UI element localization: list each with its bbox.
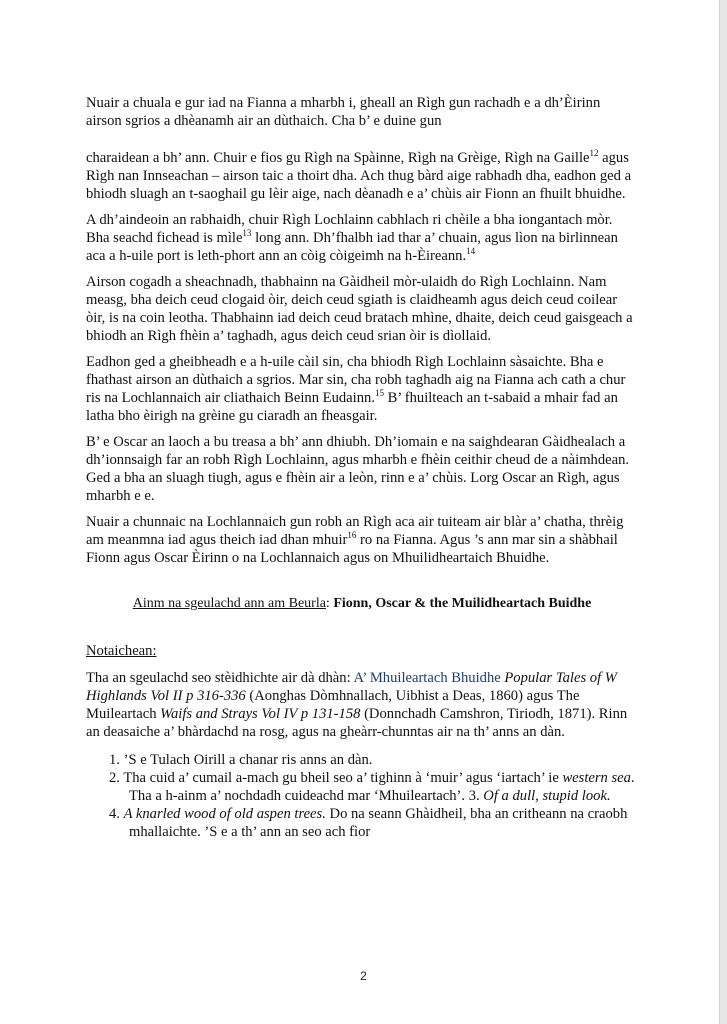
- page-edge: [719, 0, 727, 1024]
- paragraph-4: Airson cogadh a sheachnadh, thabhainn na Gàidheil mòr-ulaidh do Rìgh Lochlainn. Nam measg, bha deich ceud clogaid òir, deich ceud sgiath is claidheamh agus deich ceud coilear òir, is na coin leotha. Thabhainn iad deich ceud bratach mhìne, dhaite, deich ceud gaisgeach a bhiodh an Rìgh fhèin a’ taghadh, agus deich ceud srian òir is dìollaid.: [86, 274, 633, 344]
- note-2-3: 2. Tha cuid a’ cumail a-mach gu bheil seo a’ tighinn à ‘muir’ agus ‘iartach’ ie western sea. Tha a h-ainm a’ nochdadh cuideachd mar ‘Mhuileartach’. 3. Of a dull, stupid look.: [109, 770, 635, 804]
- footnote-ref-16[interactable]: 16: [347, 530, 357, 541]
- paragraph-6: B’ e Oscar an laoch a bu treasa a bh’ ann dhiubh. Dh’iomain e na saighdearan Gàidhealach a dh’ionnsaigh far an robh Rìgh Lochlainn, agus mharbh e fhèin ceithir cheud de a nàimhdean. Ged a bha an sluagh tiugh, agus e fhèin air a leòn, rinn e a’ chùis. Lorg Oscar an Rìgh, agus mharbh e e.: [86, 434, 630, 504]
- footnote-ref-12[interactable]: 12: [589, 148, 599, 159]
- document-page: [86, 94, 638, 841]
- footnote-ref-15[interactable]: 15: [374, 388, 384, 399]
- english-title-label: Ainm na sgeulachd ann am Beurla: [132, 596, 326, 611]
- paragraph-3: A dh’aindeoin an rabhaidh, chuir Rìgh Lochlainn cabhlach ri chèile a bha iongantach mòr. Bha seachd fichead is mìle$^{13}$ long ann. Dh’fhalbh iad thar a’ chuain, agus lìon na birlinnean aca a h-uile port is leth-phort ann an còig còigeimh na h-Èireann.$^{14}$: [86, 212, 618, 264]
- paragraph-5: Eadhon ged a gheibheadh e a h-uile càil sin, cha bhiodh Rìgh Lochlainn sàsaichte. Bha e fhathast airson an dùthaich a sgrios. Mar sin, cha robh taghadh aig na Fianna ach cath a chur ris na Lochlannaich air cliathaich Beinn Eudainn.$^{15}$ B’ fhuilteach an t-sabaid a mhair fad an latha bho èirigh na grèine gu ciaradh an fheasgair.: [86, 354, 626, 424]
- paragraph-7: Nuair a chunnaic na Lochlannaich gun robh an Rìgh aca air tuiteam air blàr a’ chatha, thrèig am meanmna iad agus theich iad dhan mhuir$^{16}$ ro na Fianna. Agus ’s ann mar sin a shàbhail Fionn agus Oscar Èirinn o na Lochlannaich agus on Mhuilidheartaich Bhuidhe.: [86, 514, 624, 566]
- english-title: Ainm na sgeulachd ann am Beurla: Fionn, Oscar & the Muilidheartach Buidhe: [132, 596, 592, 611]
- notes-intro: Tha an sgeulachd seo stèidhichte air dà dhàn: A’ Mhuileartach Bhuidhe Popular Tales of W Highlands Vol II p 316-336 (Aonghas Dòmhnallach, Uibhist a Deas, 1860) agus The Muileartach Waifs and Strays Vol IV p 131-158 (Donnchadh Camshron, Tiriodh, 1871). Rinn an deasaiche a’ bhàrdachd na rosg, agus na gheàrr-chunntas air na th’ anns an dàn.: [86, 670, 628, 740]
- note-1: 1. ’S e Tulach Oirill a chanar ris anns an dàn.: [109, 752, 373, 768]
- paragraph-2: charaidean a bh’ ann. Chuir e fios gu Rìgh na Spàinne, Rìgh na Grèige, Rìgh na Gaille$^{12}$ agus Rìgh nan Innseachan – airson taic a thoirt dha. Ach thug bàrd aige rabhadh dha, eadhon ged a bhiodh sluagh an t-saoghail gu lèir aige, nach dèanadh e a’ chùis air Fionn an fhuilt bhuidhe.: [86, 148, 632, 202]
- paragraph-1: Nuair a chuala e gur iad na Fianna a mharbh i, gheall an Rìgh gun rachadh e a dh’Èirinn airson sgrios a dhèanamh air an dùthaich. Cha b’ e duine gun: [86, 95, 601, 129]
- source-link[interactable]: A’ Mhuileartach Bhuidhe: [353, 670, 501, 686]
- note-4: 4. A knarled wood of old aspen trees. Do na seann Ghàidheil, bha an critheann na craobh mhallaichte. ’S e a th’ ann an seo ach fìor: [109, 806, 628, 840]
- footnote-ref-13[interactable]: 13: [242, 228, 252, 239]
- notes-list: [86, 751, 638, 841]
- english-title-text: Fionn, Oscar & the Muilidheartach Buidhe: [333, 596, 592, 611]
- notes-heading: Notaichean:: [86, 643, 157, 659]
- page-number: 2: [360, 969, 367, 983]
- footnote-ref-14[interactable]: 14: [466, 246, 476, 257]
